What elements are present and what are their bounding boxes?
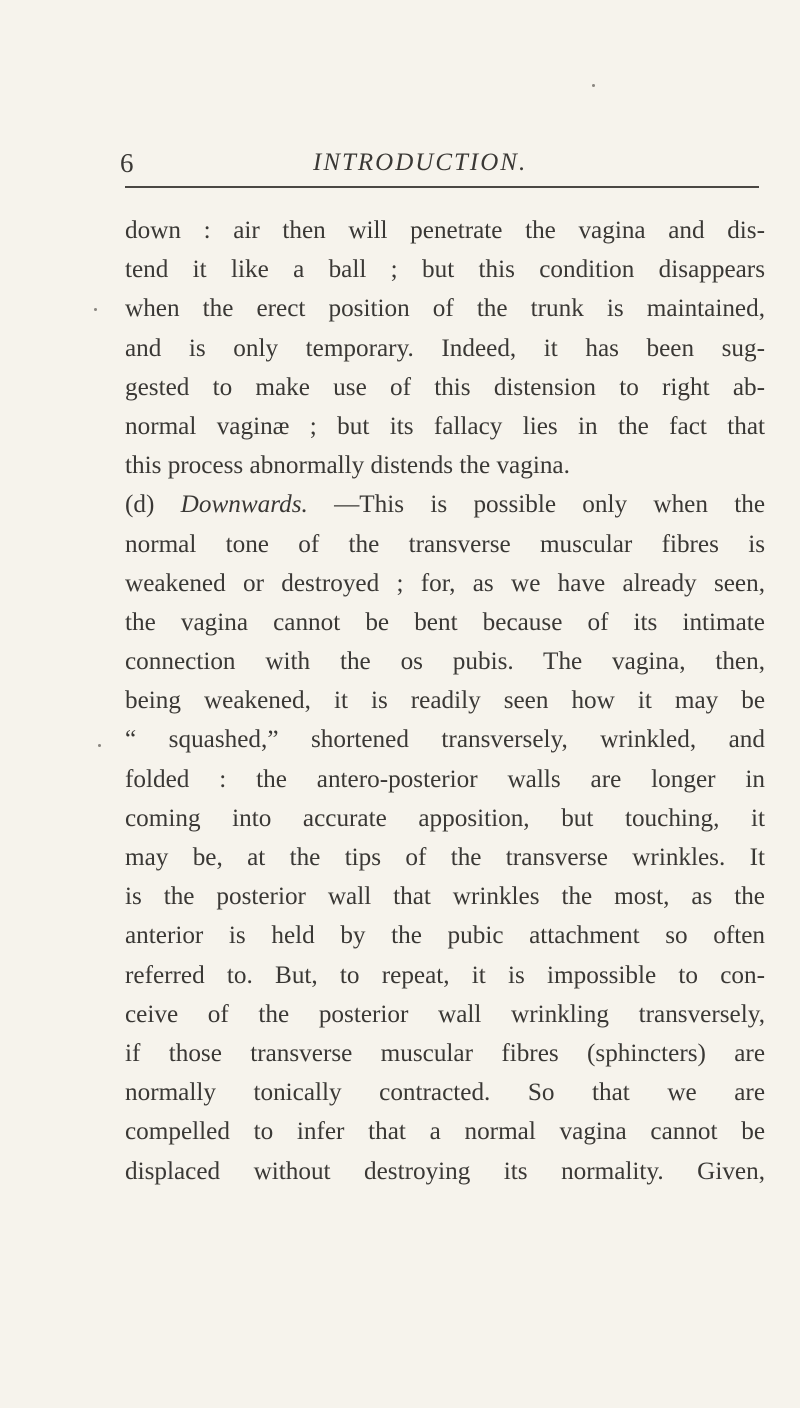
text-line: weakened or destroyed ; for, as we have already seen, — [125, 569, 765, 597]
scan-speck — [592, 84, 595, 87]
section-label: (d) — [125, 491, 181, 519]
text-line: if those transverse muscular fibres (sphincters) are — [125, 1039, 765, 1067]
text-line: referred to. But, to repeat, it is impossible to con- — [125, 961, 765, 989]
text-line: compelled to infer that a normal vagina cannot be — [125, 1118, 765, 1146]
header-rule — [125, 186, 759, 188]
text-line: the vagina cannot be bent because of its intimate — [125, 608, 765, 636]
text-line-downwards — [125, 485, 765, 524]
text-line: normal vaginæ ; but its fallacy lies in the fact that — [125, 412, 765, 440]
scan-speck — [98, 744, 101, 747]
page-number: 6 — [120, 148, 134, 178]
text-line: being weakened, it is readily seen how it may be — [125, 687, 765, 715]
text-line: ceive of the posterior wall wrinkling transversely, — [125, 1000, 765, 1028]
text-line: down : air then will penetrate the vagina and dis- — [125, 217, 765, 244]
text-line: gested to make use of this distension to right ab- — [125, 373, 765, 401]
text-line: tend it like a ball ; but this condition disappears — [125, 256, 765, 284]
italic-term: Downwards. — [180, 491, 308, 519]
text-line: normally tonically contracted. So that we are — [125, 1079, 765, 1107]
running-title: INTRODUCTION. — [313, 149, 528, 176]
text-line: coming into accurate apposition, but touching, it — [125, 804, 765, 832]
scan-speck — [94, 308, 97, 311]
text-line: anterior is held by the pubic attachment so often — [125, 922, 765, 950]
text-line: when the erect position of the trunk is maintained, — [125, 295, 765, 323]
text-line: is the posterior wall that wrinkles the most, as the — [125, 883, 765, 911]
body-text — [125, 211, 765, 1191]
text-line: may be, at the tips of the transverse wrinkles. It — [125, 844, 765, 871]
text-line: connection with the os pubis. The vagina, then, — [125, 648, 765, 676]
text-line: folded : the antero-posterior walls are longer in — [125, 765, 765, 793]
text-line: “ squashed,” shortened transversely, wrinkled, and — [125, 726, 765, 754]
section-rest: —This is possible only when the — [307, 491, 766, 519]
text-line: this process abnormally distends the vagina. — [125, 452, 570, 480]
page-header — [120, 146, 760, 180]
text-line: and is only temporary. Indeed, it has been sug- — [125, 334, 765, 362]
text-line: normal tone of the transverse muscular fibres is — [125, 530, 765, 558]
text-line: displaced without destroying its normality. Given, — [125, 1157, 765, 1185]
